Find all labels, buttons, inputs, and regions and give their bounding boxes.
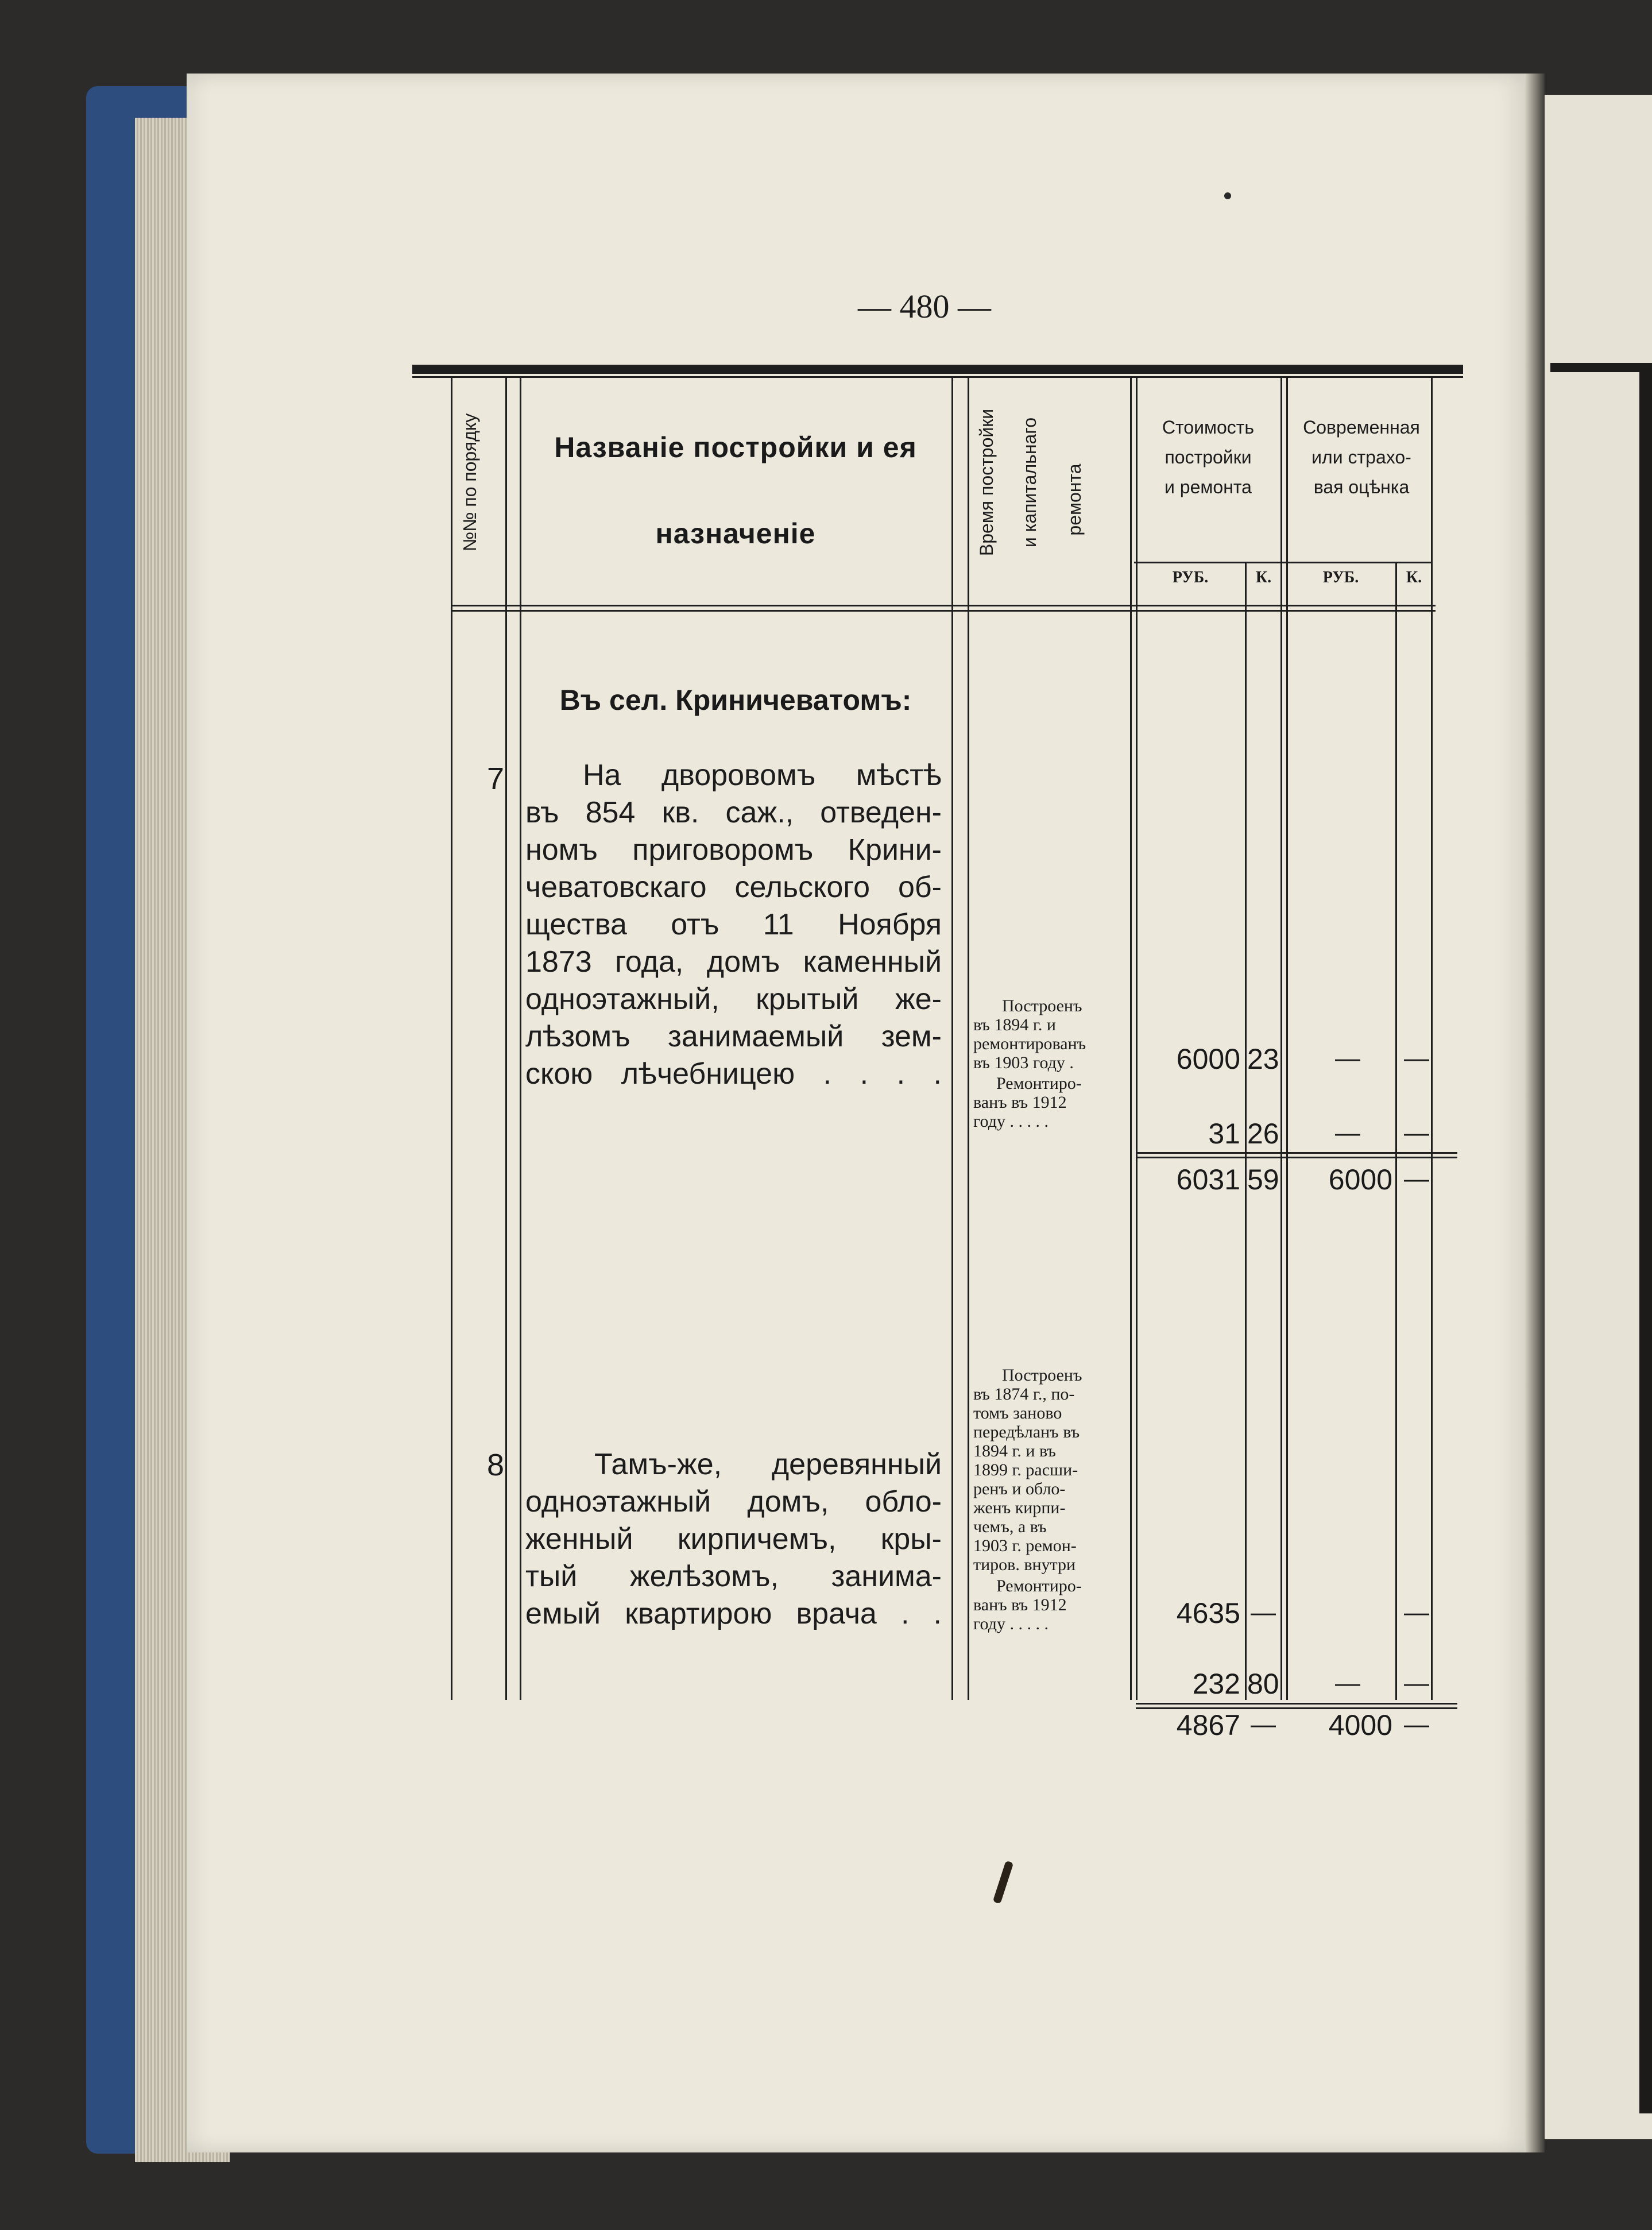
note-line: чемъ, а въ [973,1517,1047,1536]
section-title: Въ сел. Криничеватомъ: [559,684,912,716]
subtotal-rule [1136,1703,1457,1705]
note-line: 1899 г. расши- [973,1460,1078,1479]
col-divider [451,376,452,1700]
row-note-repair [973,1576,1125,1633]
note-line: ренъ и обло- [973,1479,1066,1498]
cost-kop-dash: — [1251,1598,1276,1626]
col-divider [968,376,969,1700]
row-number: 7 [487,762,505,796]
valuation-rub: 6000 [1328,1164,1392,1196]
header-valuation-rub: РУБ. [1322,569,1359,586]
note-line: Ремонтиро- [996,1576,1082,1595]
valuation-kop-dash: — [1404,1119,1429,1147]
note-line: году . . . . . [973,1614,1049,1633]
cost-rub: 232 [1192,1668,1240,1700]
header-number: №№ по порядку [459,413,480,552]
facing-page-rule [1550,363,1652,372]
description-line: щества отъ 11 Ноября [525,908,942,941]
row-note-construction [973,1366,1125,1574]
note-line: ванъ въ 1912 [973,1595,1067,1614]
description-line: женный кирпичемъ, кры- [525,1522,942,1556]
note-line: Построенъ [1002,996,1082,1015]
description-line: На дворовомъ мѣстѣ [583,759,942,792]
ink-speck [1224,192,1231,199]
description-line: въ 854 кв. саж., отведен- [525,796,942,829]
table-top-rule [412,365,1463,374]
valuation-kop-dash: — [1404,1165,1429,1193]
note-line: 1903 г. ремон- [973,1536,1077,1555]
header-time-line3: ремонта [1064,463,1085,536]
unit-row-rule [1134,562,1433,563]
header-cost-rub: РУБ. [1172,569,1209,586]
description-line: 1873 года, домъ каменный [525,945,942,979]
cost-kop: 80 [1247,1668,1279,1700]
header-name-line2: назначеніе [655,517,816,550]
description-line: чеватовскаго сельского об- [525,871,942,904]
note-line: тиров. внутри [973,1555,1076,1574]
description-line: одноэтажный домъ, обло- [525,1485,942,1518]
valuation-kop-dash: — [1404,1669,1429,1697]
header-cost-kop: К. [1255,569,1272,586]
header-name-line1: Названіе постройки и ея [554,431,917,463]
cost-rub: 6000 [1176,1043,1240,1075]
total-kop-dash: — [1251,1710,1276,1738]
header-time-line1: Время постройки [976,408,997,556]
header-valuation-line3: вая оцѣнка [1313,477,1410,497]
note-line: ремонтированъ [973,1034,1086,1053]
book-gutter [1525,74,1545,2152]
note-line: въ 1874 г., по- [973,1385,1075,1404]
header-cost-line2: постройки [1164,447,1252,467]
total-rub: 4867 [1176,1709,1240,1741]
cost-kop: 23 [1247,1043,1279,1075]
note-line: въ 1903 году . [973,1053,1074,1072]
valuation-kop-dash: — [1404,1710,1429,1738]
row-description [525,1446,942,1633]
row-description [525,757,942,1093]
total-kop: 59 [1247,1164,1279,1196]
note-line: году . . . . . [973,1112,1049,1131]
col-divider [1130,376,1132,1700]
note-line: томъ заново [973,1404,1062,1423]
row-number: 8 [487,1448,505,1482]
valuation-dash: — [1335,1119,1360,1147]
table-top-rule-thin [412,376,1463,378]
description-line: лѣзомъ занимаемый зем- [525,1020,942,1053]
note-line: ванъ въ 1912 [973,1093,1067,1112]
note-line: передѣланъ въ [973,1423,1080,1441]
cost-rub: 4635 [1176,1597,1240,1629]
description-line: тый желѣзомъ, занима- [525,1560,942,1593]
subtotal-rule [1136,1152,1457,1154]
valuation-rub: 4000 [1328,1709,1392,1741]
col-divider [1245,563,1247,1700]
valuation-kop-dash: — [1404,1598,1429,1626]
col-divider [520,376,521,1700]
valuation-dash: — [1335,1044,1360,1072]
note-line: женъ кирпи- [973,1498,1066,1517]
description-line: номъ приговоромъ Крини- [525,833,942,867]
book-page [187,74,1533,2152]
col-divider [1280,376,1282,1700]
valuation-dash: — [1335,1669,1360,1697]
cost-kop: 26 [1247,1118,1279,1150]
col-divider [1395,563,1397,1700]
col-divider [505,376,507,1700]
header-cost-line1: Стоимость [1162,417,1255,438]
facing-page-edge [1639,368,1652,2113]
page-number: — 480 — [858,288,991,325]
valuation-kop-dash: — [1404,1044,1429,1072]
row-note-repair [973,1074,1125,1131]
description-line: Тамъ-же, деревянный [594,1448,942,1481]
header-valuation-line2: или страхо- [1311,447,1411,467]
description-line: одноэтажный, крытый же- [525,983,942,1016]
description-line: скою лѣчебницею . . . . [525,1057,942,1091]
col-divider [1431,376,1433,1700]
facing-page [1545,95,1652,2139]
total-rub: 6031 [1176,1164,1240,1196]
header-time-line2: и капитальнаго [1019,417,1040,548]
row-note-construction [973,996,1125,1072]
note-line: 1894 г. и въ [973,1441,1056,1460]
col-divider [951,376,953,1700]
note-line: Построенъ [1002,1366,1082,1385]
header-cost-line3: и ремонта [1164,477,1252,497]
cost-rub: 31 [1208,1118,1240,1150]
header-valuation-line1: Современная [1303,417,1420,438]
header-valuation-kop: К. [1406,569,1422,586]
note-line: Ремонтиро- [996,1074,1082,1093]
note-line: въ 1894 г. и [973,1015,1056,1034]
description-line: емый квартирою врача . . [525,1597,942,1630]
subtotal-rule-2 [1136,1157,1457,1158]
